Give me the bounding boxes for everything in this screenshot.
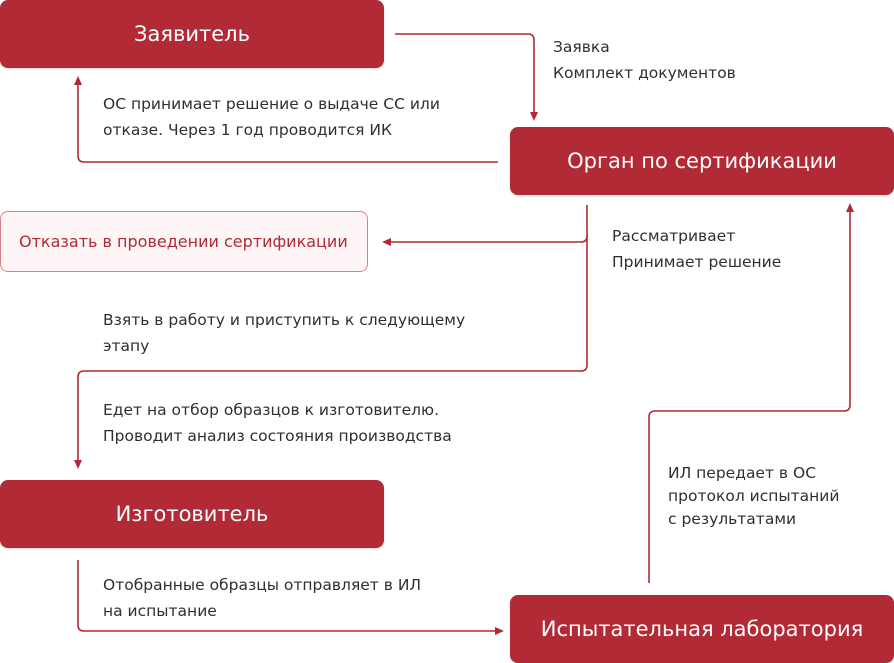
label-sampling-line: Проводит анализ состояния производства: [103, 427, 452, 445]
label-samples-sent-line: Отобранные образцы отправляет в ИЛ: [103, 576, 422, 594]
node-applicant-label: Заявитель: [134, 22, 250, 46]
label-take-to-work-line: Взять в работу и приступить к следующему: [103, 311, 466, 329]
label-sampling-line: Едет на отбор образцов к изготовителю.: [103, 401, 439, 419]
label-application-line: Заявка: [553, 38, 610, 56]
label-review: [612, 223, 781, 275]
arrow-body-to-refuse: [386, 205, 587, 242]
node-applicant[interactable]: [0, 0, 384, 68]
label-sampling: [103, 397, 452, 449]
label-application: [553, 34, 736, 86]
node-manufacturer-label: Изготовитель: [115, 502, 269, 526]
node-certification-body-label: Орган по сертификации: [567, 149, 837, 173]
label-lab-report-line: протокол испытаний: [668, 487, 840, 505]
node-manufacturer[interactable]: [0, 480, 384, 548]
node-test-lab[interactable]: [510, 595, 894, 663]
label-take-to-work-line: этапу: [103, 337, 150, 355]
label-review-line: Рассматривает: [612, 227, 736, 245]
label-lab-report-line: с результатами: [668, 510, 797, 528]
label-decision-line: отказе. Через 1 год проводится ИК: [103, 121, 393, 139]
label-decision: [103, 91, 440, 143]
label-application-line: Комплект документов: [553, 64, 736, 82]
label-lab-report: [668, 462, 839, 531]
label-decision-line: ОС принимает решение о выдаче СС или: [103, 95, 440, 113]
node-refuse[interactable]: [0, 211, 368, 272]
label-samples-sent: [103, 572, 421, 624]
node-refuse-label: Отказать в проведении сертификации: [19, 232, 348, 251]
node-test-lab-label: Испытательная лаборатория: [540, 617, 864, 641]
label-lab-report-line: ИЛ передает в ОС: [668, 464, 817, 482]
label-samples-sent-line: на испытание: [103, 602, 217, 620]
label-take-to-work: [103, 307, 465, 359]
label-review-line: Принимает решение: [612, 253, 782, 271]
node-certification-body[interactable]: [510, 127, 894, 195]
